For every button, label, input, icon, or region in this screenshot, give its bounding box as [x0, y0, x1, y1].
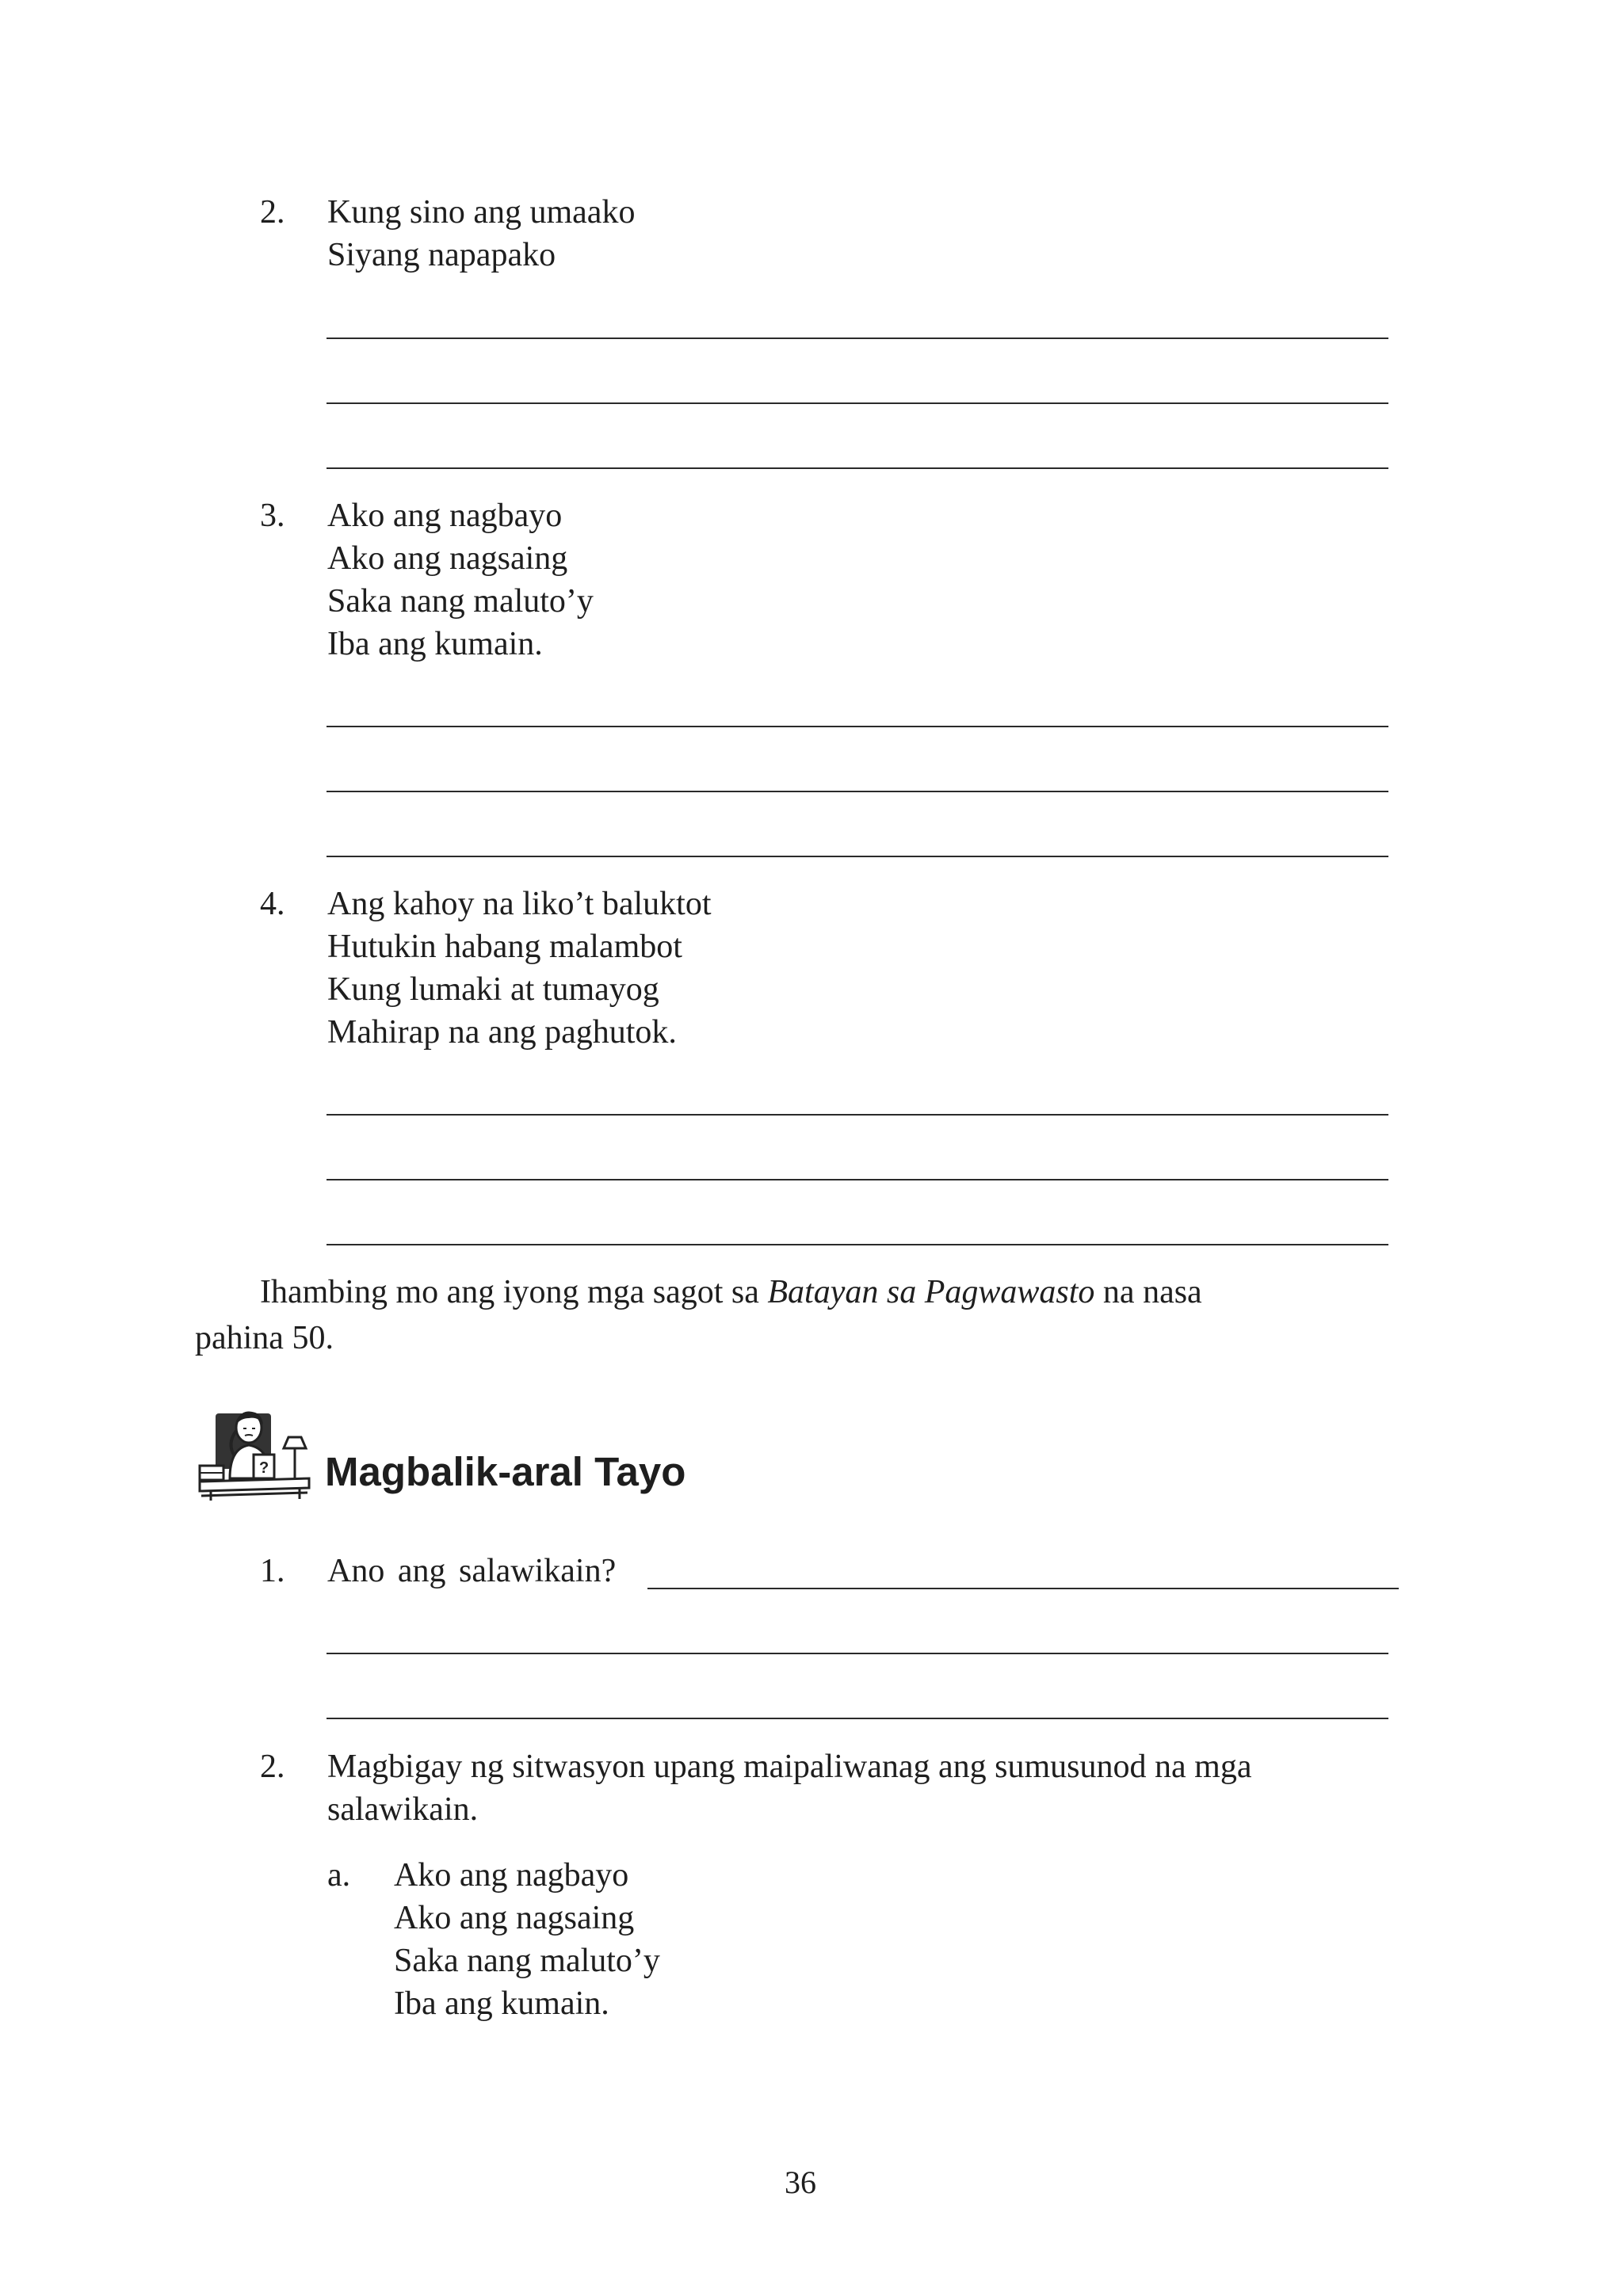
answer-line[interactable] [327, 856, 1388, 857]
instruction-text: Ihambing mo ang iyong mga sagot sa [260, 1274, 768, 1310]
answer-line[interactable] [327, 1179, 1388, 1180]
question-text: Ano ang salawikain? [327, 1553, 617, 1589]
question-text [327, 1745, 1251, 1831]
answer-line[interactable] [327, 467, 1388, 469]
question-line: Magbigay ng sitwasyon upang maipaliwanag ang sumusunod na mga [327, 1749, 1252, 1785]
answer-key-title: Batayan sa Pagwawasto [767, 1274, 1095, 1310]
answer-line[interactable] [327, 338, 1388, 339]
instruction-line-2: pahina 50. [195, 1320, 334, 1356]
verse-line: Ako ang nagbayo [394, 1857, 629, 1894]
verse-line: Kung sino ang umaako [327, 194, 636, 231]
section-heading: Magbalik-aral Tayo [325, 1449, 686, 1494]
question-number: 1. [260, 1553, 285, 1589]
answer-line[interactable] [327, 1653, 1388, 1654]
thinking-student-icon [195, 1399, 314, 1502]
verse-line: Siyang napapako [327, 237, 556, 273]
instruction-line-1 [260, 1270, 1202, 1314]
verse-line: Ako ang nagbayo [327, 498, 563, 534]
item-number: 2. [260, 194, 285, 231]
verse-line: Ako ang nagsaing [394, 1900, 635, 1936]
answer-line[interactable] [647, 1588, 1399, 1589]
answer-line[interactable] [327, 402, 1388, 404]
proverb-verse [327, 883, 712, 1054]
item-number: 4. [260, 886, 285, 922]
proverb-verse [394, 1854, 660, 2025]
answer-line[interactable] [327, 1718, 1388, 1719]
page-number: 36 [785, 2164, 816, 2200]
verse-line: Saka nang maluto’y [394, 1943, 660, 1979]
proverb-verse [327, 494, 594, 666]
verse-line: Hutukin habang malambot [327, 929, 682, 965]
verse-line: Kung lumaki at tumayog [327, 971, 659, 1008]
verse-line: Saka nang maluto’y [327, 583, 594, 620]
instruction-text: na nasa [1094, 1274, 1202, 1310]
verse-line: Mahirap na ang paghutok. [327, 1014, 677, 1051]
question-line: salawikain. [327, 1791, 479, 1828]
sub-item-letter: a. [327, 1857, 351, 1894]
answer-line[interactable] [327, 1114, 1388, 1116]
answer-line[interactable] [327, 1244, 1388, 1245]
item-number: 3. [260, 498, 285, 534]
verse-line: Ako ang nagsaing [327, 540, 568, 577]
answer-line[interactable] [327, 726, 1388, 727]
verse-line: Ang kahoy na liko’t baluktot [327, 886, 712, 922]
question-number: 2. [260, 1749, 285, 1785]
svg-text:?: ? [259, 1459, 269, 1477]
verse-line: Iba ang kumain. [327, 626, 543, 662]
answer-line[interactable] [327, 791, 1388, 792]
verse-line: Iba ang kumain. [394, 1985, 609, 2022]
proverb-verse [327, 191, 635, 277]
